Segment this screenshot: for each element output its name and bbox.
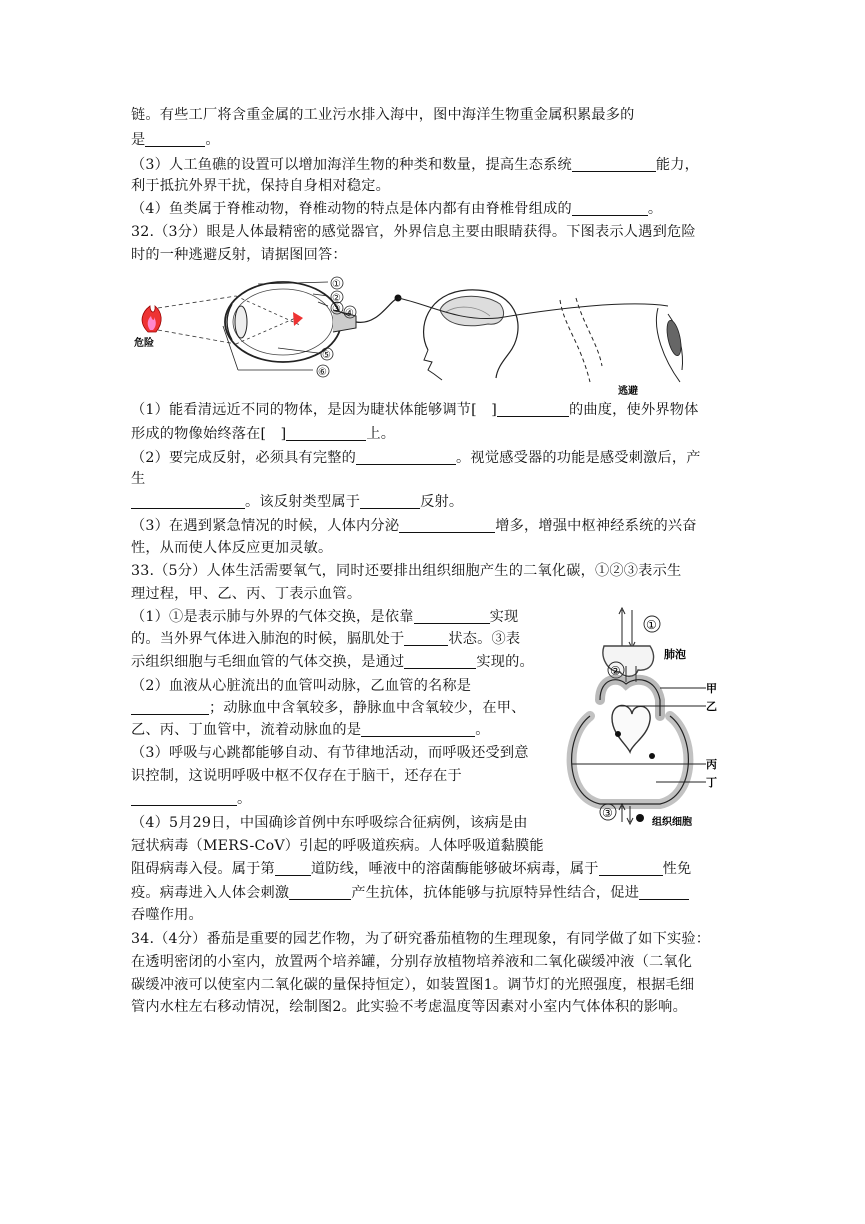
q32-2-line: 。该反射类型属于 反射。 [131, 492, 463, 512]
q33-3-line: 识控制，这说明呼吸中枢不仅存在于脑干，还存在于 [131, 768, 462, 784]
answer-blank[interactable] [404, 630, 448, 646]
escape-label: 逃避 [618, 386, 638, 397]
vessel-yi-label: 乙 [706, 700, 717, 713]
marker-5: ⑤ [322, 350, 331, 361]
q33-1-line: （1）①是表示肺与外界的气体交换，是依靠 实现 [131, 609, 519, 625]
q33-3-line: 。 [131, 789, 251, 809]
marker-1: ① [332, 279, 341, 290]
q33-3-line: （3）呼吸与心跳都能够自动、有节律地活动，而呼吸还受到意 [131, 745, 529, 761]
q32-1-line: 形成的物像始终落在[ ] 上。 [131, 426, 396, 442]
marker-3: ③ [332, 304, 341, 315]
q34-stem-line: 碳缓冲液可以使室内二氧化碳的量保持恒定），如装置图1。调节灯的光照强度，根据毛细 [131, 977, 695, 993]
answer-blank[interactable] [639, 884, 689, 900]
tissue-cell-label: 组织细胞 [652, 817, 692, 828]
q33-4-line: 阻碍病毒入侵。属于第 道防线，唾液中的溶菌酶能够破坏病毒，属于 性免 [131, 861, 692, 877]
q32-1-line: （1）能看清远近不同的物体，是因为睫状体能够调节[ ] 的曲度，使外界物体 [131, 402, 699, 418]
answer-blank[interactable] [497, 401, 569, 417]
head-brain [424, 290, 518, 380]
marker-4: ④ [345, 308, 354, 319]
q33-2-line: （2）血液从心脏流出的血管叫动脉，乙血管的名称是 [131, 678, 472, 694]
answer-blank[interactable] [145, 131, 205, 147]
q32-2-line: （2）要完成反射，必须具有完整的 。视觉感受器的功能是感受刺激后，产 [131, 450, 701, 466]
vessel-bing-label: 丙 [706, 758, 717, 771]
answer-blank[interactable] [131, 699, 209, 715]
q31-text-line: 链。有些工厂将含重金属的工业污水排入海中，图中海洋生物重金属积累最多的 [131, 107, 635, 123]
eye-reflex-diagram [128, 270, 698, 398]
q31-4-line: （4）鱼类属于脊椎动物，脊椎动物的特点是体内都有由脊椎骨组成的 。 [131, 201, 663, 217]
q32-3-line: （3）在遇到紧急情况的时候，人体内分泌 增多，增强中枢神经系统的兴奋 [131, 518, 697, 534]
answer-blank[interactable] [404, 653, 476, 669]
q33-4-line: 冠状病毒（MERS-CoV）引起的呼吸道疾病。人体呼吸道黏膜能 [131, 838, 544, 854]
answer-blank[interactable] [572, 200, 648, 216]
q33-stem-line: 33.（5分）人体生活需要氧气，同时还要排出组织细胞产生的二氧化碳，①②③表示生 [131, 563, 682, 579]
answer-blank[interactable] [599, 860, 663, 876]
process-2-marker: ② [610, 664, 621, 678]
q33-2-line: 乙、丙、丁血管中，流着动脉血的是 。 [131, 722, 490, 738]
answer-blank[interactable] [360, 493, 420, 509]
q33-4-line: 吞噬作用。 [131, 907, 203, 923]
q33-1-line: 示组织细胞与毛细血管的气体交换，是通过 实现的。 [131, 654, 534, 670]
q31-3-line: （3）人工鱼礁的设置可以增加海洋生物的种类和数量，提高生态系统 能力， [131, 157, 700, 173]
process-1-marker: ① [646, 618, 657, 632]
vessel-ding-label: 丁 [706, 776, 717, 789]
q31-3-line: 利于抵抗外界干扰，保持自身相对稳定。 [131, 178, 390, 194]
answer-blank[interactable] [356, 449, 456, 465]
q31-text-line: 是 。 [131, 132, 220, 148]
vessel-jia-label: 甲 [706, 682, 717, 695]
danger-label: 危险 [134, 338, 154, 349]
marker-2: ② [332, 293, 341, 304]
alveolus-label: 肺泡 [664, 648, 686, 661]
answer-blank[interactable] [275, 860, 311, 876]
answer-blank[interactable] [361, 721, 475, 737]
q33-4-line: 疫。病毒进入人体会刺激 产生抗体，抗体能够与抗原特异性结合，促进 [131, 883, 689, 903]
circulation-diagram [560, 606, 730, 834]
answer-blank[interactable] [131, 790, 237, 806]
answer-blank[interactable] [131, 493, 245, 509]
q34-stem-line: 在透明密闭的小室内，放置两个培养罐，分别存放植物培养液和二氧化碳缓冲液（二氧化 [131, 954, 693, 970]
answer-blank[interactable] [399, 517, 495, 533]
q33-4-line: （4）5月29日，中国确诊首例中东呼吸综合征病例，该病是由 [131, 815, 528, 831]
marker-6: ⑥ [318, 367, 327, 378]
q34-stem-line: 管内水柱左右移动情况，绘制图2。此实验不考虑温度等因素对小室内气体体积的影响。 [131, 999, 687, 1015]
q32-3-line: 性，从而使人体反应更加灵敏。 [131, 540, 333, 556]
answer-blank[interactable] [289, 884, 351, 900]
arm-muscle [656, 308, 683, 382]
q32-2-line: 生 [131, 471, 146, 487]
q33-2-line: ；动脉血中含氧较多，静脉血中含氧较少，在甲、 [131, 698, 526, 718]
q32-stem-line: 32.（3分）眼是人体最精密的感觉器官，外界信息主要由眼睛获得。下图表示人遇到危险 [131, 224, 696, 240]
answer-blank[interactable] [572, 156, 656, 172]
q33-1-line: 的。当外界气体进入肺泡的时候，膈肌处于 状态。③表 [131, 631, 521, 647]
q34-stem-line: 34.（4分）番茄是重要的园艺作物，为了研究番茄植物的生理现象，有同学做了如下实验： [131, 931, 711, 947]
answer-blank[interactable] [286, 425, 366, 441]
process-3-marker: ③ [602, 806, 613, 820]
q32-stem-line: 时的一种逃避反射，请据图回答： [131, 247, 347, 263]
q33-stem-line: 理过程，甲、乙、丙、丁表示血管。 [131, 586, 362, 602]
flame-icon [142, 306, 161, 332]
answer-blank[interactable] [414, 608, 490, 624]
